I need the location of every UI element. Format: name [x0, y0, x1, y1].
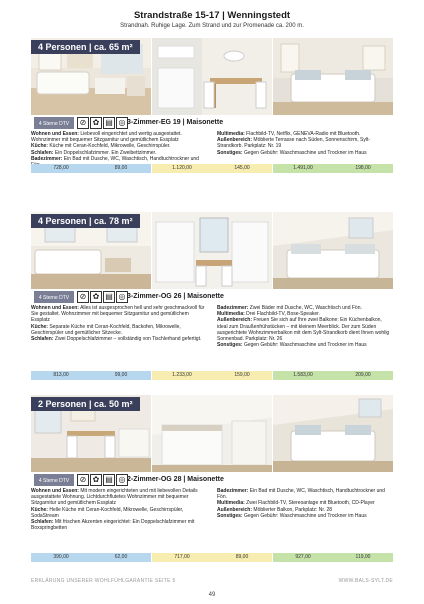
- page-header: [0, 10, 424, 29]
- price-row: [31, 371, 393, 380]
- bedroom-photo[interactable]: [273, 38, 393, 115]
- pet-icon: ✿: [90, 117, 102, 129]
- desc-line: Schlafen: Ein Doppelschlafzimmer. Ein Zweibettzimmer.: [31, 149, 157, 156]
- price-cell: 1.120,00: [152, 164, 212, 173]
- desc-line: Sonstiges: Gegen Gebühr: Waschmaschine und Trockner im Haus: [217, 342, 367, 349]
- photo-strip: [31, 38, 393, 115]
- rating-label: 4 Sterne DTV: [38, 295, 70, 301]
- description-right: [217, 131, 393, 156]
- page-footer: [31, 578, 393, 586]
- apartment-listing: [31, 38, 393, 188]
- footer-guarantee-link[interactable]: ERKLÄRUNG UNSERER WOHLFÜHLGARANTIE SEITE 5: [31, 578, 176, 584]
- capacity-badge: 4 Personen | ca. 65 m²: [31, 40, 140, 54]
- apartment-listing: [31, 395, 393, 565]
- price-cell: 209,00: [333, 371, 393, 380]
- no-smoking-icon: ⊘: [77, 117, 89, 129]
- price-row: [31, 164, 393, 173]
- price-row: [31, 553, 393, 562]
- description-left: [31, 305, 207, 342]
- price-cell: 813,00: [31, 371, 91, 380]
- washer-icon: ◎: [116, 474, 128, 486]
- page-subtitle: Strandnah. Ruhige Lage. Zum Strand und zur Promenade ca. 200 m.: [120, 23, 304, 29]
- desc-line: Küche: Helle Küche mit Ceran-Kochfeld, Mikrowelle, Geschirrspüler, SodaStream: [31, 506, 184, 519]
- rating-badge: [34, 474, 74, 486]
- no-smoking-icon: ⊘: [77, 474, 89, 486]
- page-title: Strandstraße 15-17 | Wenningstedt: [133, 10, 291, 21]
- desc-line: Badezimmer: Ein Bad mit Dusche, WC, Waschtisch, Handtuchtrockner und: [31, 155, 199, 162]
- apartment-name: 2-Zimmer-OG 28 | Maisonette: [127, 476, 224, 483]
- price-cell: 119,00: [333, 553, 393, 562]
- dining-area-photo[interactable]: [152, 38, 272, 115]
- desc-line: Sonstiges: Gegen Gebühr: Waschmaschine und Trockner im Haus: [217, 512, 367, 519]
- desc-line: Wohnen und Essen: Mit modern eingerichteten und mit liebevollen Details ausgestattete Wohnung. Lichtdurchflutetes Wohnzimmer mit bequemer Sitzgarnitur und gemütlichem Essplatz: [31, 488, 198, 507]
- rating-badge: [34, 291, 74, 303]
- desc-line: Schlafen: Mit frischen Akzenten eingerichtet: Ein Doppelschlafzimmer mit Boxspringbetten: [31, 519, 195, 532]
- dishwasher-icon: ▤: [103, 474, 115, 486]
- bedroom-photo[interactable]: [273, 212, 393, 289]
- price-cell: 390,00: [31, 553, 91, 562]
- desc-line: Multimedia: Zwei Flachbild-TV, Stereoanlage mit Bluetooth, CD-Player: [217, 500, 375, 507]
- description-right: [217, 488, 393, 519]
- price-cell: 717,00: [152, 553, 212, 562]
- capacity-badge: 4 Personen | ca. 78 m²: [31, 214, 140, 228]
- dishwasher-icon: ▤: [103, 117, 115, 129]
- capacity-badge: 2 Personen | ca. 50 m²: [31, 397, 140, 411]
- price-cell: 1.491,00: [273, 164, 333, 173]
- desc-line: Badezimmer: Ein Bad mit Dusche, WC, Waschtisch, Handtuchtrockner und Fön.: [217, 488, 385, 501]
- description-left: [31, 488, 207, 531]
- page-number: 49: [208, 592, 216, 598]
- price-cell: 1.233,00: [152, 371, 212, 380]
- desc-line: Küche: Separate Küche mit Ceran-Kochfeld, Backofen, Mikrowelle, Geschirrspüler und gemütlicher Sitzecke.: [31, 323, 181, 336]
- desc-line: Multimedia: Drei Flachbild-TV, Bose-Speaker.: [217, 311, 320, 318]
- desc-line: Wohnen und Essen: Liebevoll eingerichtet und wertig ausgestattet. Wohnzimmer mit bequemer Sitzgarnitur und gemütlichem Essplatz: [31, 131, 182, 144]
- desc-line: Küche: Küche mit Ceran-Kochfeld, Mikrowelle, Geschirrspüler.: [31, 143, 171, 150]
- photo-strip: [31, 212, 393, 289]
- apartment-name: 3-Zimmer-OG 26 | Maisonette: [127, 293, 224, 300]
- desc-line: Sonstiges: Gegen Gebühr: Waschmaschine und Trockner im Haus: [217, 149, 367, 156]
- rating-label: 4 Sterne DTV: [38, 121, 70, 127]
- price-cell: 198,00: [333, 164, 393, 173]
- price-cell: 1.583,00: [273, 371, 333, 380]
- dishwasher-icon: ▤: [103, 291, 115, 303]
- price-cell: 99,00: [91, 371, 151, 380]
- desc-line: Außenbereich: Freuen Sie sich auf Ihre zwei Balkone: Ein Küchenbalkon, ideal zum Draußenfrühstücken – mit kleinem Meerblick. Der zum Süden ausgerichtete Wohnzimmerbalkon mit dem Sylt-Strandkorb dient Ihnen wohlig Sonnenbad. Parkplatz: Nr. 26: [217, 317, 390, 343]
- price-cell: 159,00: [212, 371, 272, 380]
- apartment-name: 3-Zimmer-EG 19 | Maisonette: [127, 119, 224, 126]
- bedroom-photo[interactable]: [273, 395, 393, 472]
- washer-icon: ◎: [116, 117, 128, 129]
- desc-line: Wohnen und Essen: Alles ist ausgesprochen hell und sehr geschmackvoll für Sie gestaltet. Wohnzimmer mit bequemer Sitzgarnitur und gemütlichem Essplatz: [31, 305, 205, 324]
- desc-line: Außenbereich: Möblierte Terrasse nach Süden, Sonnenschirm, Sylt-Strandkorb. Parkplatz: Nr. 19: [217, 137, 371, 150]
- desc-line: Außenbereich: Möblierter Balkon, Parkplatz: Nr. 28: [217, 506, 333, 513]
- kitchen-photo[interactable]: [152, 212, 272, 289]
- desc-line: Schlafen: Zwei Doppelschlafzimmer – vollständig von Tischlerhand gefertigt.: [31, 336, 202, 343]
- photo-strip: [31, 395, 393, 472]
- price-cell: 728,00: [31, 164, 91, 173]
- description-right: [217, 305, 393, 348]
- price-cell: 62,00: [91, 553, 151, 562]
- description-left: [31, 131, 207, 168]
- price-cell: 89,00: [91, 164, 151, 173]
- apartment-listing: [31, 212, 393, 378]
- pet-icon: ✿: [90, 291, 102, 303]
- footer-website-link[interactable]: WWW.BALS-SYLT.DE: [338, 578, 393, 584]
- desc-line: Badezimmer: Zwei Bäder mit Dusche, WC, Waschtisch und Fön.: [217, 305, 362, 311]
- rating-badge: [34, 117, 74, 129]
- price-cell: 145,00: [212, 164, 272, 173]
- price-cell: 89,00: [212, 553, 272, 562]
- rating-label: 4 Sterne DTV: [38, 478, 70, 484]
- desc-line: Multimedia: Flachbild-TV, Netflix, GENEVA-Radio mit Bluetooth.: [217, 131, 361, 137]
- pet-icon: ✿: [90, 474, 102, 486]
- washer-icon: ◎: [116, 291, 128, 303]
- no-smoking-icon: ⊘: [77, 291, 89, 303]
- kitchen-photo[interactable]: [152, 395, 272, 472]
- price-cell: 927,00: [273, 553, 333, 562]
